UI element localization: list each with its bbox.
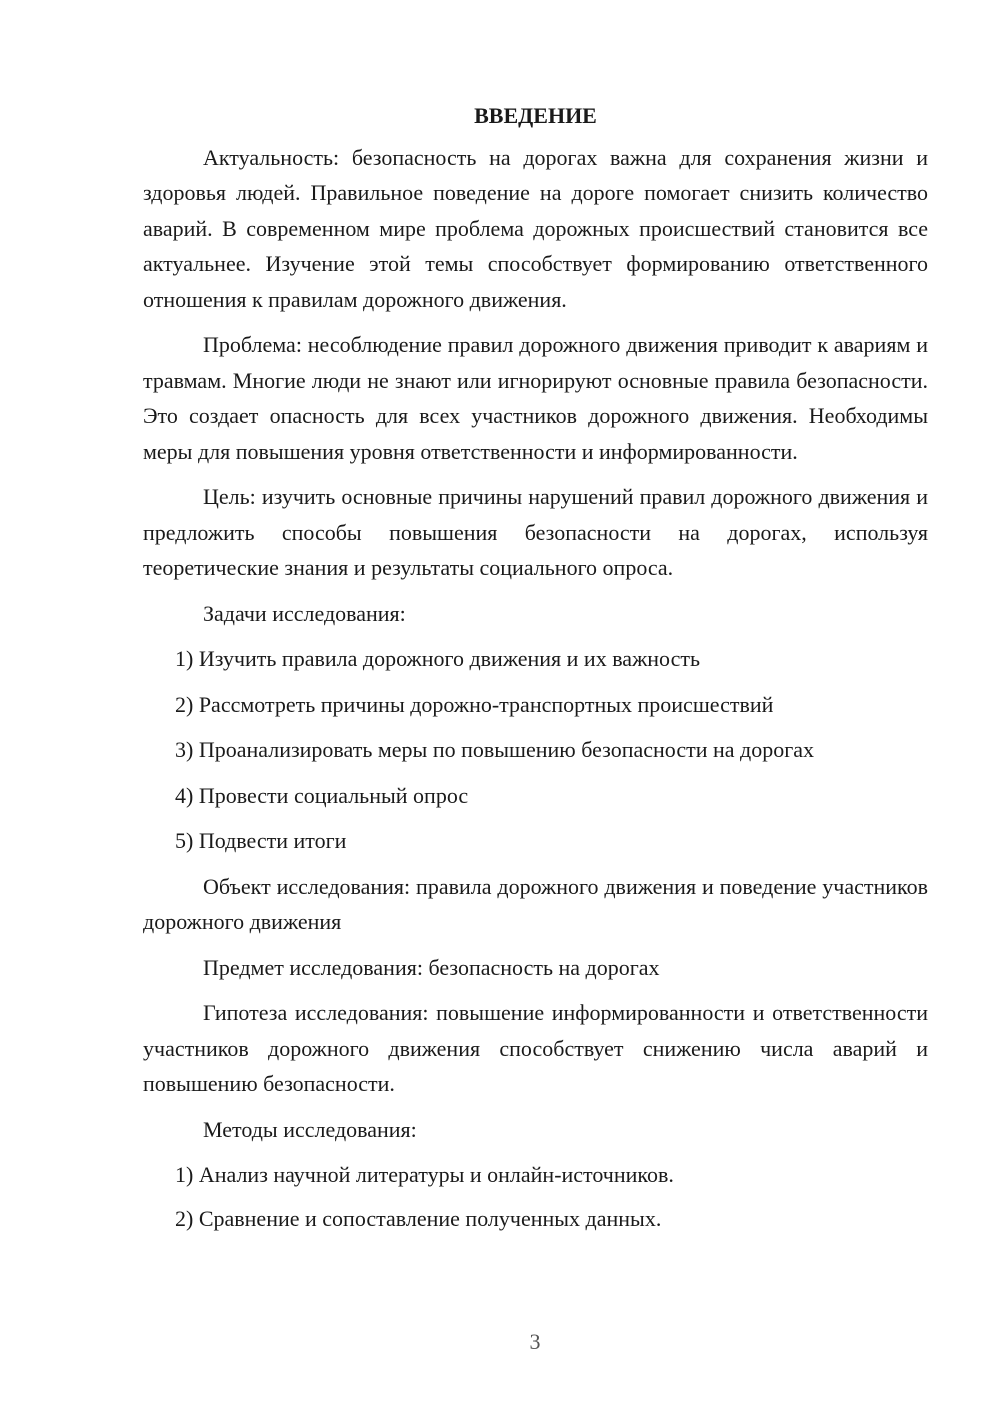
method-item: 1) Анализ научной литературы и онлайн-источников. [175, 1162, 674, 1187]
subject-paragraph: Предмет исследования: безопасность на дорогах [203, 954, 660, 980]
hypothesis-paragraph: Гипотеза исследования: повышение информированности и ответственности участников дорожного движения способствует снижению числа аварий и повышению безопасности. [143, 1000, 928, 1096]
section-heading: ВВЕДЕНИЕ [474, 103, 597, 128]
task-item: 1) Изучить правила дорожного движения и их важность [175, 646, 701, 671]
tasks-list [143, 641, 928, 859]
tasks-title: Задачи исследования: [203, 600, 406, 626]
object-paragraph: Объект исследования: правила дорожного движения и поведение участников дорожного движения [143, 873, 928, 934]
task-item: 4) Провести социальный опрос [175, 782, 469, 808]
task-item: 5) Подвести итоги [175, 828, 347, 853]
task-item: 2) Рассмотреть причины дорожно-транспортных происшествий [175, 691, 774, 717]
page-number: 3 [529, 1329, 541, 1354]
methods-list [143, 1157, 928, 1236]
problem-paragraph: Проблема: несоблюдение правил дорожного движения приводит к авариям и травмам. Многие люди не знают или игнорируют основные правила безопасности. Это создает опасность для всех участников дорожного движения. Необходимы меры для повышения уровня ответственности и информированности. [143, 332, 928, 464]
task-item: 3) Проанализировать меры по повышению безопасности на дорогах [175, 737, 815, 762]
relevance-paragraph: Актуальность: безопасность на дорогах важна для сохранения жизни и здоровья людей. Правильное поведение на дороге помогает снизить количество аварий. В современном мире проблема дорожных происшествий становится все актуальнее. Изучение этой темы способствует формированию ответственного отношения к правилам дорожного движения. [143, 144, 928, 312]
goal-paragraph: Цель: изучить основные причины нарушений правил дорожного движения и предложить способы повышения безопасности на дорогах, используя теоретические знания и результаты социального опроса. [143, 484, 928, 580]
methods-title: Методы исследования: [203, 1116, 417, 1142]
document-page [143, 98, 928, 1246]
method-item: 2) Сравнение и сопоставление полученных данных. [175, 1205, 662, 1231]
